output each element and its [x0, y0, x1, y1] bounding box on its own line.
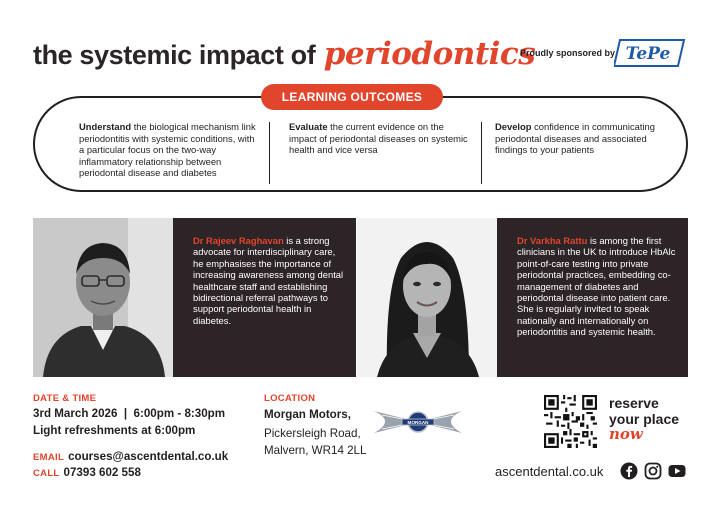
- outcome-divider: [481, 122, 482, 184]
- speaker-name: Dr Varkha Rattu: [517, 235, 588, 246]
- tepe-logo-text: TePe: [625, 44, 671, 64]
- date-details: [33, 406, 225, 439]
- outcome-text: confidence in communicating periodontal diseases and associated findings to your patients: [495, 121, 655, 156]
- outcome-evaluate: [289, 121, 469, 156]
- venue-address: [264, 425, 366, 459]
- outcome-text: the current evidence on the impact of periodontal diseases on systemic health and vice versa: [289, 121, 468, 156]
- email-line: [33, 450, 228, 463]
- call-label: CALL: [33, 468, 60, 479]
- phone-link[interactable]: 07393 602 558: [63, 466, 141, 479]
- outcome-develop: [495, 121, 665, 156]
- qr-code[interactable]: [544, 395, 597, 448]
- reserve-cta[interactable]: [609, 396, 679, 443]
- morgan-logo-text: MORGAN: [407, 420, 429, 425]
- outcome-understand: [79, 121, 259, 179]
- instagram-icon[interactable]: [644, 462, 662, 480]
- reserve-line-1: reserve: [609, 395, 659, 411]
- location-heading: LOCATION: [264, 393, 316, 404]
- reserve-line-2: your place: [609, 410, 680, 427]
- date-heading: DATE & TIME: [33, 393, 97, 404]
- date-line: 3rd March 2026 | 6:00pm - 8:30pm: [33, 407, 226, 420]
- speaker-bio-rajeev: [173, 218, 356, 377]
- page-title: [33, 36, 535, 72]
- tepe-logo: [614, 38, 686, 68]
- sponsor-label: Proudly sponsored by: [520, 48, 616, 58]
- speaker-bio: is among the first clinicians in the UK to introduce HbAlc point-of-care testing into private periodontal practices, embedding co-management of diabetes and periodontal disease into patient care. She is regularly invited to speak nationally and internationally on periodontitis and systemic health.: [517, 235, 676, 338]
- youtube-icon[interactable]: [668, 462, 686, 480]
- reserve-line-3: now: [609, 425, 643, 443]
- outcome-divider: [269, 122, 270, 184]
- speaker-name: Dr Rajeev Raghavan: [193, 235, 284, 246]
- speaker-bio: is a strong advocate for interdisciplinary care, he emphasises the importance of increasing awareness among dental healthcare staff and establishing bidirectional referral pathways to support periodontal health in diabetes.: [193, 235, 344, 326]
- outcome-lead: Understand: [79, 121, 132, 132]
- learning-outcomes-heading: LEARNING OUTCOMES: [261, 84, 443, 110]
- website-link[interactable]: ascentdental.co.uk: [495, 464, 604, 479]
- title-script: periodontics: [323, 36, 536, 72]
- address-line-2: Malvern, WR14 2LL: [264, 444, 367, 457]
- title-plain: the systemic impact of: [33, 40, 316, 70]
- outcome-text: the biological mechanism link periodontitis with systemic conditions, with a particular focus on the two-way inflammatory relationship between periodontal disease and diabetes: [79, 121, 256, 179]
- speaker-photo-varkha: [357, 218, 497, 377]
- facebook-icon[interactable]: [620, 462, 638, 480]
- outcome-lead: Develop: [495, 121, 532, 132]
- email-label: EMAIL: [33, 452, 65, 463]
- speaker-photo-rajeev: [33, 218, 173, 377]
- speaker-bio-varkha: [497, 218, 688, 377]
- refreshments-line: Light refreshments at 6:00pm: [33, 423, 196, 437]
- email-link[interactable]: courses@ascentdental.co.uk: [68, 450, 229, 463]
- address-line-1: Pickersleigh Road,: [264, 427, 361, 440]
- morgan-logo: [372, 408, 464, 436]
- venue-name: Morgan Motors,: [264, 408, 351, 421]
- call-line: [33, 466, 141, 479]
- outcome-lead: Evaluate: [289, 121, 328, 132]
